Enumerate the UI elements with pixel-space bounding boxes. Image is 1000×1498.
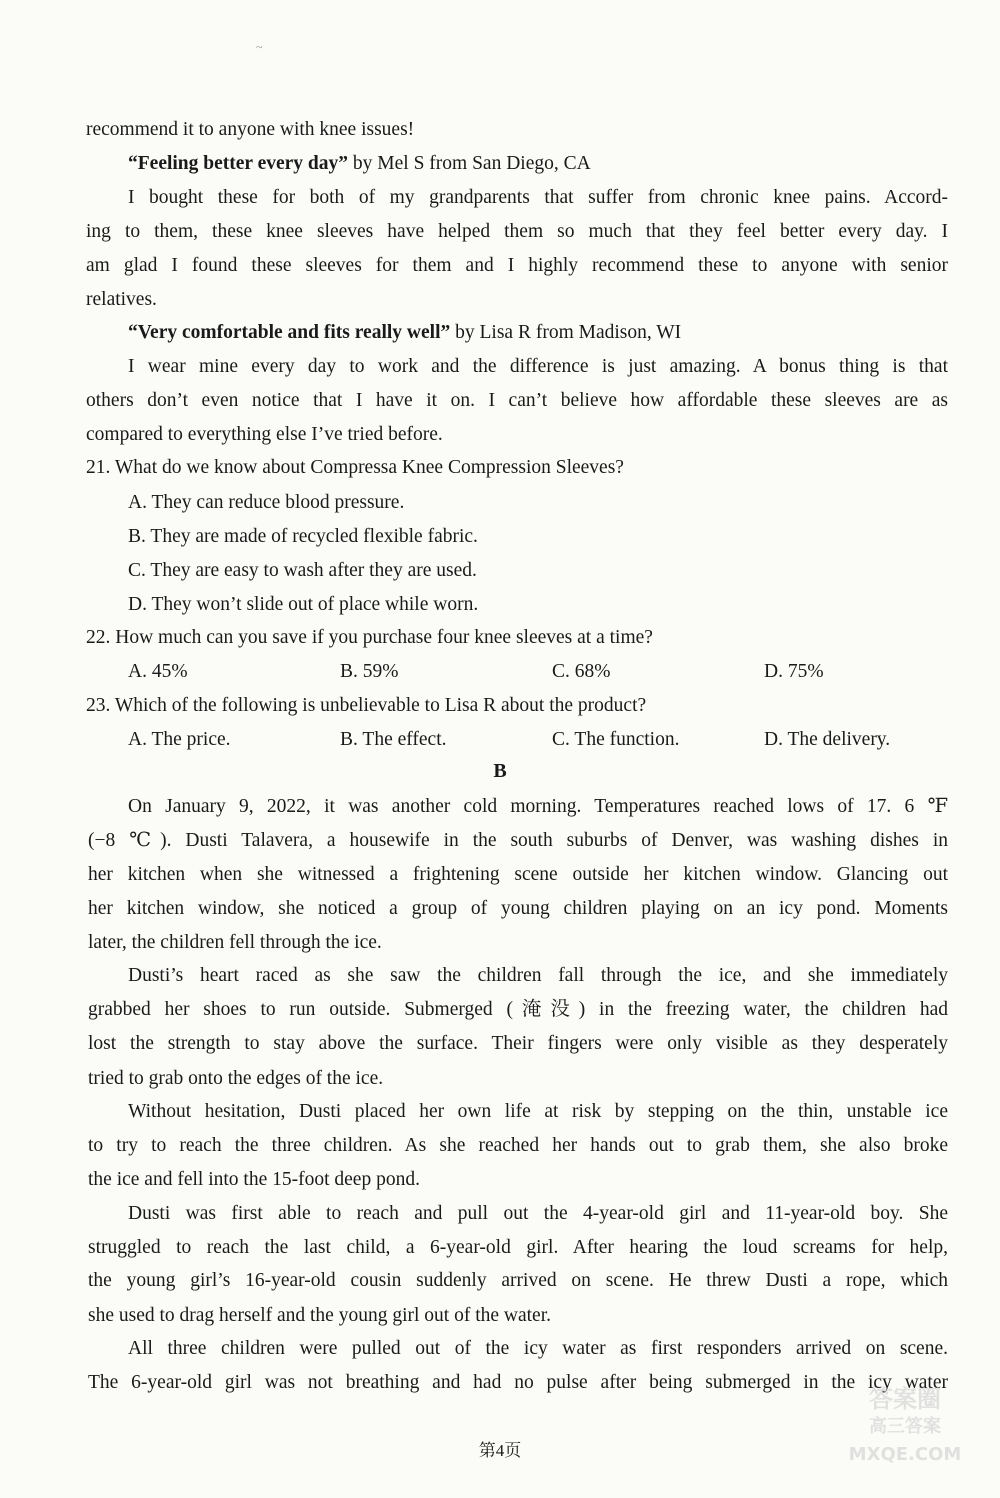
- passage-b-line: struggled to reach the last child, a 6-year-old girl. After hearing the loud screams for help,: [88, 1237, 948, 1258]
- question-23-option-a: A. The price.: [128, 729, 231, 750]
- question-21-option-a: A. They can reduce blood pressure.: [128, 492, 405, 513]
- review-text-line: compared to everything else I’ve tried before.: [86, 424, 443, 445]
- review-byline: by Mel S from San Diego, CA: [348, 153, 591, 174]
- review-text-line: am glad I found these sleeves for them and I highly recommend these to anyone with senior: [86, 255, 948, 276]
- review-text-line: I bought these for both of my grandparents that suffer from chronic knee pains. Accord-: [128, 187, 948, 208]
- passage-b-line: the ice and fell into the 15-foot deep pond.: [88, 1169, 420, 1190]
- review-text-line: I wear mine every day to work and the difference is just amazing. A bonus thing is that: [128, 356, 948, 377]
- question-22-option-d: D. 75%: [764, 661, 824, 682]
- watermark-line: 高三答案: [869, 1416, 941, 1437]
- passage-b-line: All three children were pulled out of the icy water as first responders arrived on scene.: [128, 1338, 948, 1359]
- passage-b-line: tried to grab onto the edges of the ice.: [88, 1068, 384, 1089]
- question-22-option-c: C. 68%: [552, 661, 611, 682]
- passage-b-line: The 6-year-old girl was not breathing and had no pulse after being submerged in the icy water: [88, 1372, 948, 1393]
- passage-b-line: grabbed her shoes to run outside. Submerged (淹没) in the freezing water, the children had: [88, 999, 948, 1020]
- passage-b-line: lost the strength to stay above the surface. Their fingers were only visible as they desperately: [88, 1033, 948, 1054]
- question-23-option-b: B. The effect.: [340, 729, 447, 750]
- question-21-stem: 21. What do we know about Compressa Knee Compression Sleeves?: [86, 457, 624, 478]
- passage-b-line: (−8 ℃). Dusti Talavera, a housewife in the south suburbs of Denver, was washing dishes in: [88, 830, 948, 851]
- review-text-line: others don’t even notice that I have it on. I can’t believe how affordable these sleeves are as: [86, 390, 948, 411]
- passage-b-line: her kitchen when she witnessed a frightening scene outside her kitchen window. Glancing out: [88, 864, 948, 885]
- review-title: “Feeling better every day”: [128, 153, 349, 174]
- passage-b-line: Without hesitation, Dusti placed her own life at risk by stepping on the thin, unstable ice: [128, 1101, 948, 1122]
- passage-b-line: to try to reach the three children. As she reached her hands out to grab them, she also broke: [88, 1135, 948, 1156]
- review-text-line: ing to them, these knee sleeves have helped them so much that they feel better every day. I: [86, 221, 948, 242]
- watermark-line: 答案圈: [869, 1385, 941, 1413]
- passage-b-line: later, the children fell through the ice.: [88, 932, 382, 953]
- passage-b-line: her kitchen window, she noticed a group of young children playing on an icy pond. Moments: [88, 898, 948, 919]
- question-22-option-a: A. 45%: [128, 661, 188, 682]
- review-heading: [128, 320, 681, 346]
- question-23-option-d: D. The delivery.: [764, 729, 891, 750]
- watermark-line: MXQE.COM: [848, 1444, 962, 1465]
- question-23-stem: 23. Which of the following is unbelievable to Lisa R about the product?: [86, 695, 647, 716]
- question-21-option-c: C. They are easy to wash after they are used.: [128, 560, 477, 581]
- stray-mark: ~: [256, 40, 263, 54]
- review-title: “Very comfortable and fits really well”: [128, 322, 451, 343]
- passage-b-line: On January 9, 2022, it was another cold morning. Temperatures reached lows of 17. 6 ℉: [128, 796, 948, 817]
- passage-b-line: Dusti’s heart raced as she saw the children fall through the ice, and she immediately: [128, 965, 948, 986]
- question-21-option-b: B. They are made of recycled flexible fabric.: [128, 526, 478, 547]
- question-23-option-c: C. The function.: [552, 729, 680, 750]
- review-byline: by Lisa R from Madison, WI: [450, 322, 682, 343]
- passage-b-line: she used to drag herself and the young girl out of the water.: [88, 1305, 552, 1326]
- passage-b-line: the young girl’s 16-year-old cousin suddenly arrived on scene. He threw Dusti a rope, which: [88, 1270, 948, 1291]
- watermark-logo: [830, 1385, 980, 1485]
- question-22-option-b: B. 59%: [340, 661, 399, 682]
- review-heading: [128, 151, 591, 177]
- review-text-line: relatives.: [86, 289, 157, 310]
- page-number: 第4页: [478, 1441, 522, 1460]
- question-21-option-d: D. They won’t slide out of place while worn.: [128, 594, 479, 615]
- passage-b-line: Dusti was first able to reach and pull out the 4-year-old girl and 11-year-old boy. She: [128, 1203, 948, 1224]
- section-heading: B: [493, 760, 507, 782]
- question-22-stem: 22. How much can you save if you purchase four knee sleeves at a time?: [86, 627, 653, 648]
- passage-a-line: recommend it to anyone with knee issues!: [86, 119, 415, 140]
